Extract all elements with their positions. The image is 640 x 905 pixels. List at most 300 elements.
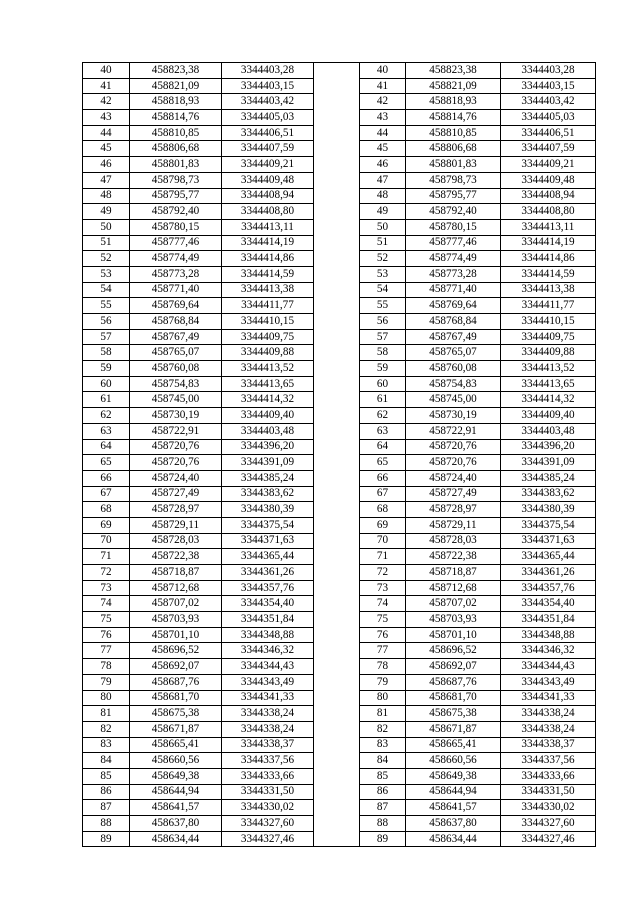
right-x-coordinate-cell: 458777,46: [406, 235, 501, 251]
left-x-coordinate-cell: 458692,07: [130, 659, 222, 675]
left-x-coordinate-cell: 458687,76: [130, 674, 222, 690]
table-row: [83, 784, 596, 800]
right-point-number-cell: 71: [360, 549, 406, 565]
right-point-number-cell: 89: [360, 831, 406, 847]
left-y-coordinate-cell: 3344375,54: [222, 517, 314, 533]
left-x-coordinate-cell: 458728,03: [130, 533, 222, 549]
left-x-coordinate-cell: 458754,83: [130, 376, 222, 392]
table-row: [83, 831, 596, 847]
left-x-coordinate-cell: 458821,09: [130, 78, 222, 94]
right-x-coordinate-cell: 458712,68: [406, 580, 501, 596]
left-point-number-cell: 68: [83, 502, 130, 518]
left-y-coordinate-cell: 3344403,15: [222, 78, 314, 94]
left-x-coordinate-cell: 458780,15: [130, 219, 222, 235]
left-y-coordinate-cell: 3344407,59: [222, 141, 314, 157]
table-row: [83, 94, 596, 110]
right-y-coordinate-cell: 3344406,51: [501, 125, 596, 141]
right-y-coordinate-cell: 3344354,40: [501, 596, 596, 612]
left-y-coordinate-cell: 3344327,46: [222, 831, 314, 847]
table-row: [83, 502, 596, 518]
right-y-coordinate-cell: 3344413,52: [501, 361, 596, 377]
right-y-coordinate-cell: 3344405,03: [501, 110, 596, 126]
left-point-number-cell: 49: [83, 204, 130, 220]
right-y-coordinate-cell: 3344414,86: [501, 251, 596, 267]
table-row: [83, 596, 596, 612]
right-point-number-cell: 56: [360, 314, 406, 330]
table-row: [83, 549, 596, 565]
table-row: [83, 219, 596, 235]
table-row: [83, 455, 596, 471]
left-y-coordinate-cell: 3344337,56: [222, 753, 314, 769]
right-x-coordinate-cell: 458665,41: [406, 737, 501, 753]
column-gap-cell: [314, 549, 360, 565]
column-gap-cell: [314, 768, 360, 784]
right-x-coordinate-cell: 458730,19: [406, 408, 501, 424]
left-x-coordinate-cell: 458718,87: [130, 565, 222, 581]
right-point-number-cell: 78: [360, 659, 406, 675]
right-point-number-cell: 61: [360, 392, 406, 408]
column-gap-cell: [314, 204, 360, 220]
table-row: [83, 643, 596, 659]
coordinates-table: [82, 62, 596, 847]
table-row: [83, 251, 596, 267]
right-y-coordinate-cell: 3344408,94: [501, 188, 596, 204]
right-point-number-cell: 76: [360, 627, 406, 643]
table-row: [83, 235, 596, 251]
left-point-number-cell: 63: [83, 423, 130, 439]
column-gap-cell: [314, 800, 360, 816]
right-y-coordinate-cell: 3344371,63: [501, 533, 596, 549]
left-x-coordinate-cell: 458768,84: [130, 314, 222, 330]
left-x-coordinate-cell: 458696,52: [130, 643, 222, 659]
left-x-coordinate-cell: 458644,94: [130, 784, 222, 800]
column-gap-cell: [314, 345, 360, 361]
right-point-number-cell: 60: [360, 376, 406, 392]
right-x-coordinate-cell: 458745,00: [406, 392, 501, 408]
right-y-coordinate-cell: 3344365,44: [501, 549, 596, 565]
table-row: [83, 690, 596, 706]
right-x-coordinate-cell: 458720,76: [406, 439, 501, 455]
left-point-number-cell: 75: [83, 612, 130, 628]
left-y-coordinate-cell: 3344344,43: [222, 659, 314, 675]
right-point-number-cell: 72: [360, 565, 406, 581]
left-point-number-cell: 70: [83, 533, 130, 549]
column-gap-cell: [314, 831, 360, 847]
left-y-coordinate-cell: 3344414,32: [222, 392, 314, 408]
right-point-number-cell: 59: [360, 361, 406, 377]
right-y-coordinate-cell: 3344348,88: [501, 627, 596, 643]
right-x-coordinate-cell: 458649,38: [406, 768, 501, 784]
left-point-number-cell: 42: [83, 94, 130, 110]
column-gap-cell: [314, 486, 360, 502]
right-point-number-cell: 64: [360, 439, 406, 455]
left-y-coordinate-cell: 3344346,32: [222, 643, 314, 659]
right-x-coordinate-cell: 458681,70: [406, 690, 501, 706]
left-x-coordinate-cell: 458707,02: [130, 596, 222, 612]
right-x-coordinate-cell: 458774,49: [406, 251, 501, 267]
column-gap-cell: [314, 612, 360, 628]
right-y-coordinate-cell: 3344396,20: [501, 439, 596, 455]
right-point-number-cell: 77: [360, 643, 406, 659]
left-point-number-cell: 53: [83, 266, 130, 282]
column-gap-cell: [314, 157, 360, 173]
table-row: [83, 408, 596, 424]
right-point-number-cell: 53: [360, 266, 406, 282]
column-gap-cell: [314, 580, 360, 596]
right-x-coordinate-cell: 458660,56: [406, 753, 501, 769]
right-point-number-cell: 79: [360, 674, 406, 690]
table-row: [83, 361, 596, 377]
column-gap-cell: [314, 125, 360, 141]
column-gap-cell: [314, 408, 360, 424]
table-row: [83, 470, 596, 486]
left-point-number-cell: 82: [83, 721, 130, 737]
column-gap-cell: [314, 455, 360, 471]
right-point-number-cell: 80: [360, 690, 406, 706]
right-point-number-cell: 42: [360, 94, 406, 110]
right-y-coordinate-cell: 3344357,76: [501, 580, 596, 596]
table-row: [83, 329, 596, 345]
left-y-coordinate-cell: 3344343,49: [222, 674, 314, 690]
right-x-coordinate-cell: 458728,03: [406, 533, 501, 549]
left-y-coordinate-cell: 3344385,24: [222, 470, 314, 486]
left-point-number-cell: 51: [83, 235, 130, 251]
right-x-coordinate-cell: 458675,38: [406, 706, 501, 722]
left-point-number-cell: 54: [83, 282, 130, 298]
left-x-coordinate-cell: 458773,28: [130, 266, 222, 282]
left-point-number-cell: 43: [83, 110, 130, 126]
left-y-coordinate-cell: 3344408,94: [222, 188, 314, 204]
table-row: [83, 486, 596, 502]
left-y-coordinate-cell: 3344330,02: [222, 800, 314, 816]
table-row: [83, 753, 596, 769]
right-y-coordinate-cell: 3344410,15: [501, 314, 596, 330]
right-y-coordinate-cell: 3344330,02: [501, 800, 596, 816]
left-x-coordinate-cell: 458765,07: [130, 345, 222, 361]
right-point-number-cell: 62: [360, 408, 406, 424]
right-point-number-cell: 44: [360, 125, 406, 141]
right-point-number-cell: 70: [360, 533, 406, 549]
column-gap-cell: [314, 565, 360, 581]
column-gap-cell: [314, 674, 360, 690]
right-x-coordinate-cell: 458724,40: [406, 470, 501, 486]
column-gap-cell: [314, 329, 360, 345]
left-x-coordinate-cell: 458729,11: [130, 517, 222, 533]
right-y-coordinate-cell: 3344409,88: [501, 345, 596, 361]
left-x-coordinate-cell: 458634,44: [130, 831, 222, 847]
table-row: [83, 580, 596, 596]
left-y-coordinate-cell: 3344391,09: [222, 455, 314, 471]
right-x-coordinate-cell: 458634,44: [406, 831, 501, 847]
right-y-coordinate-cell: 3344403,42: [501, 94, 596, 110]
right-y-coordinate-cell: 3344413,11: [501, 219, 596, 235]
right-y-coordinate-cell: 3344338,24: [501, 721, 596, 737]
column-gap-cell: [314, 596, 360, 612]
right-point-number-cell: 75: [360, 612, 406, 628]
column-gap-cell: [314, 219, 360, 235]
right-x-coordinate-cell: 458754,83: [406, 376, 501, 392]
column-gap-cell: [314, 78, 360, 94]
right-point-number-cell: 57: [360, 329, 406, 345]
left-point-number-cell: 76: [83, 627, 130, 643]
left-x-coordinate-cell: 458724,40: [130, 470, 222, 486]
left-y-coordinate-cell: 3344405,03: [222, 110, 314, 126]
table-row: [83, 565, 596, 581]
left-y-coordinate-cell: 3344403,28: [222, 63, 314, 79]
left-point-number-cell: 81: [83, 706, 130, 722]
right-x-coordinate-cell: 458823,38: [406, 63, 501, 79]
column-gap-cell: [314, 784, 360, 800]
right-x-coordinate-cell: 458768,84: [406, 314, 501, 330]
right-point-number-cell: 84: [360, 753, 406, 769]
left-x-coordinate-cell: 458675,38: [130, 706, 222, 722]
right-y-coordinate-cell: 3344327,46: [501, 831, 596, 847]
left-x-coordinate-cell: 458722,38: [130, 549, 222, 565]
right-point-number-cell: 55: [360, 298, 406, 314]
left-x-coordinate-cell: 458730,19: [130, 408, 222, 424]
left-x-coordinate-cell: 458806,68: [130, 141, 222, 157]
right-y-coordinate-cell: 3344409,48: [501, 172, 596, 188]
right-point-number-cell: 51: [360, 235, 406, 251]
right-x-coordinate-cell: 458692,07: [406, 659, 501, 675]
left-x-coordinate-cell: 458727,49: [130, 486, 222, 502]
left-point-number-cell: 58: [83, 345, 130, 361]
left-y-coordinate-cell: 3344413,65: [222, 376, 314, 392]
right-x-coordinate-cell: 458722,38: [406, 549, 501, 565]
left-point-number-cell: 69: [83, 517, 130, 533]
table-row: [83, 110, 596, 126]
left-x-coordinate-cell: 458671,87: [130, 721, 222, 737]
right-x-coordinate-cell: 458814,76: [406, 110, 501, 126]
right-point-number-cell: 45: [360, 141, 406, 157]
right-point-number-cell: 50: [360, 219, 406, 235]
left-y-coordinate-cell: 3344413,11: [222, 219, 314, 235]
column-gap-cell: [314, 643, 360, 659]
left-point-number-cell: 50: [83, 219, 130, 235]
right-point-number-cell: 54: [360, 282, 406, 298]
column-gap-cell: [314, 706, 360, 722]
right-x-coordinate-cell: 458821,09: [406, 78, 501, 94]
column-gap-cell: [314, 235, 360, 251]
table-row: [83, 63, 596, 79]
right-y-coordinate-cell: 3344409,21: [501, 157, 596, 173]
left-point-number-cell: 64: [83, 439, 130, 455]
right-y-coordinate-cell: 3344411,77: [501, 298, 596, 314]
left-x-coordinate-cell: 458728,97: [130, 502, 222, 518]
left-y-coordinate-cell: 3344413,38: [222, 282, 314, 298]
left-point-number-cell: 79: [83, 674, 130, 690]
right-x-coordinate-cell: 458818,93: [406, 94, 501, 110]
right-x-coordinate-cell: 458798,73: [406, 172, 501, 188]
right-point-number-cell: 66: [360, 470, 406, 486]
left-point-number-cell: 48: [83, 188, 130, 204]
right-point-number-cell: 86: [360, 784, 406, 800]
right-x-coordinate-cell: 458729,11: [406, 517, 501, 533]
right-y-coordinate-cell: 3344361,26: [501, 565, 596, 581]
column-gap-cell: [314, 627, 360, 643]
left-y-coordinate-cell: 3344327,60: [222, 816, 314, 832]
right-point-number-cell: 74: [360, 596, 406, 612]
left-point-number-cell: 57: [83, 329, 130, 345]
left-point-number-cell: 46: [83, 157, 130, 173]
left-x-coordinate-cell: 458681,70: [130, 690, 222, 706]
right-x-coordinate-cell: 458718,87: [406, 565, 501, 581]
left-x-coordinate-cell: 458712,68: [130, 580, 222, 596]
table-row: [83, 314, 596, 330]
column-gap-cell: [314, 439, 360, 455]
left-y-coordinate-cell: 3344406,51: [222, 125, 314, 141]
left-point-number-cell: 67: [83, 486, 130, 502]
right-x-coordinate-cell: 458760,08: [406, 361, 501, 377]
column-gap-cell: [314, 172, 360, 188]
column-gap-cell: [314, 517, 360, 533]
left-point-number-cell: 55: [83, 298, 130, 314]
left-y-coordinate-cell: 3344331,50: [222, 784, 314, 800]
right-point-number-cell: 49: [360, 204, 406, 220]
left-x-coordinate-cell: 458792,40: [130, 204, 222, 220]
left-y-coordinate-cell: 3344410,15: [222, 314, 314, 330]
right-point-number-cell: 47: [360, 172, 406, 188]
table-row: [83, 157, 596, 173]
left-y-coordinate-cell: 3344371,63: [222, 533, 314, 549]
right-point-number-cell: 69: [360, 517, 406, 533]
column-gap-cell: [314, 63, 360, 79]
column-gap-cell: [314, 376, 360, 392]
left-y-coordinate-cell: 3344333,66: [222, 768, 314, 784]
right-point-number-cell: 82: [360, 721, 406, 737]
right-y-coordinate-cell: 3344409,75: [501, 329, 596, 345]
column-gap-cell: [314, 423, 360, 439]
column-gap-cell: [314, 690, 360, 706]
right-point-number-cell: 43: [360, 110, 406, 126]
table-row: [83, 674, 596, 690]
table-row: [83, 721, 596, 737]
right-y-coordinate-cell: 3344331,50: [501, 784, 596, 800]
right-x-coordinate-cell: 458792,40: [406, 204, 501, 220]
table-row: [83, 533, 596, 549]
table-row: [83, 188, 596, 204]
table-row: [83, 266, 596, 282]
column-gap-cell: [314, 392, 360, 408]
left-y-coordinate-cell: 3344357,76: [222, 580, 314, 596]
right-x-coordinate-cell: 458671,87: [406, 721, 501, 737]
column-gap-cell: [314, 282, 360, 298]
left-point-number-cell: 65: [83, 455, 130, 471]
left-point-number-cell: 85: [83, 768, 130, 784]
left-x-coordinate-cell: 458777,46: [130, 235, 222, 251]
right-y-coordinate-cell: 3344414,19: [501, 235, 596, 251]
right-y-coordinate-cell: 3344403,28: [501, 63, 596, 79]
left-point-number-cell: 72: [83, 565, 130, 581]
right-y-coordinate-cell: 3344344,43: [501, 659, 596, 675]
right-point-number-cell: 87: [360, 800, 406, 816]
right-x-coordinate-cell: 458637,80: [406, 816, 501, 832]
left-x-coordinate-cell: 458637,80: [130, 816, 222, 832]
left-y-coordinate-cell: 3344354,40: [222, 596, 314, 612]
right-y-coordinate-cell: 3344403,15: [501, 78, 596, 94]
right-y-coordinate-cell: 3344414,59: [501, 266, 596, 282]
left-x-coordinate-cell: 458798,73: [130, 172, 222, 188]
right-x-coordinate-cell: 458727,49: [406, 486, 501, 502]
left-point-number-cell: 60: [83, 376, 130, 392]
left-point-number-cell: 87: [83, 800, 130, 816]
right-y-coordinate-cell: 3344341,33: [501, 690, 596, 706]
right-x-coordinate-cell: 458703,93: [406, 612, 501, 628]
left-y-coordinate-cell: 3344409,75: [222, 329, 314, 345]
right-y-coordinate-cell: 3344351,84: [501, 612, 596, 628]
left-x-coordinate-cell: 458771,40: [130, 282, 222, 298]
left-x-coordinate-cell: 458641,57: [130, 800, 222, 816]
left-point-number-cell: 41: [83, 78, 130, 94]
left-y-coordinate-cell: 3344409,40: [222, 408, 314, 424]
left-y-coordinate-cell: 3344403,42: [222, 94, 314, 110]
right-x-coordinate-cell: 458720,76: [406, 455, 501, 471]
column-gap-cell: [314, 721, 360, 737]
left-y-coordinate-cell: 3344383,62: [222, 486, 314, 502]
left-point-number-cell: 59: [83, 361, 130, 377]
left-point-number-cell: 77: [83, 643, 130, 659]
right-y-coordinate-cell: 3344380,39: [501, 502, 596, 518]
right-x-coordinate-cell: 458701,10: [406, 627, 501, 643]
left-x-coordinate-cell: 458823,38: [130, 63, 222, 79]
table-row: [83, 612, 596, 628]
left-y-coordinate-cell: 3344365,44: [222, 549, 314, 565]
column-gap-cell: [314, 251, 360, 267]
right-point-number-cell: 85: [360, 768, 406, 784]
left-point-number-cell: 45: [83, 141, 130, 157]
left-x-coordinate-cell: 458818,93: [130, 94, 222, 110]
left-point-number-cell: 71: [83, 549, 130, 565]
right-y-coordinate-cell: 3344413,65: [501, 376, 596, 392]
table-row: [83, 172, 596, 188]
left-x-coordinate-cell: 458795,77: [130, 188, 222, 204]
right-point-number-cell: 63: [360, 423, 406, 439]
left-y-coordinate-cell: 3344380,39: [222, 502, 314, 518]
left-x-coordinate-cell: 458703,93: [130, 612, 222, 628]
right-x-coordinate-cell: 458771,40: [406, 282, 501, 298]
column-gap-cell: [314, 753, 360, 769]
left-point-number-cell: 61: [83, 392, 130, 408]
right-y-coordinate-cell: 3344327,60: [501, 816, 596, 832]
table-row: [83, 800, 596, 816]
left-point-number-cell: 78: [83, 659, 130, 675]
right-y-coordinate-cell: 3344338,24: [501, 706, 596, 722]
left-x-coordinate-cell: 458810,85: [130, 125, 222, 141]
right-y-coordinate-cell: 3344413,38: [501, 282, 596, 298]
right-point-number-cell: 67: [360, 486, 406, 502]
table-row: [83, 768, 596, 784]
right-x-coordinate-cell: 458707,02: [406, 596, 501, 612]
table-row: [83, 282, 596, 298]
right-y-coordinate-cell: 3344375,54: [501, 517, 596, 533]
right-y-coordinate-cell: 3344338,37: [501, 737, 596, 753]
right-x-coordinate-cell: 458644,94: [406, 784, 501, 800]
left-point-number-cell: 74: [83, 596, 130, 612]
right-x-coordinate-cell: 458773,28: [406, 266, 501, 282]
right-y-coordinate-cell: 3344408,80: [501, 204, 596, 220]
left-y-coordinate-cell: 3344413,52: [222, 361, 314, 377]
left-y-coordinate-cell: 3344414,59: [222, 266, 314, 282]
table-row: [83, 737, 596, 753]
right-y-coordinate-cell: 3344403,48: [501, 423, 596, 439]
left-x-coordinate-cell: 458720,76: [130, 455, 222, 471]
right-x-coordinate-cell: 458767,49: [406, 329, 501, 345]
left-x-coordinate-cell: 458660,56: [130, 753, 222, 769]
table-row: [83, 141, 596, 157]
right-x-coordinate-cell: 458641,57: [406, 800, 501, 816]
right-point-number-cell: 58: [360, 345, 406, 361]
table-row: [83, 517, 596, 533]
